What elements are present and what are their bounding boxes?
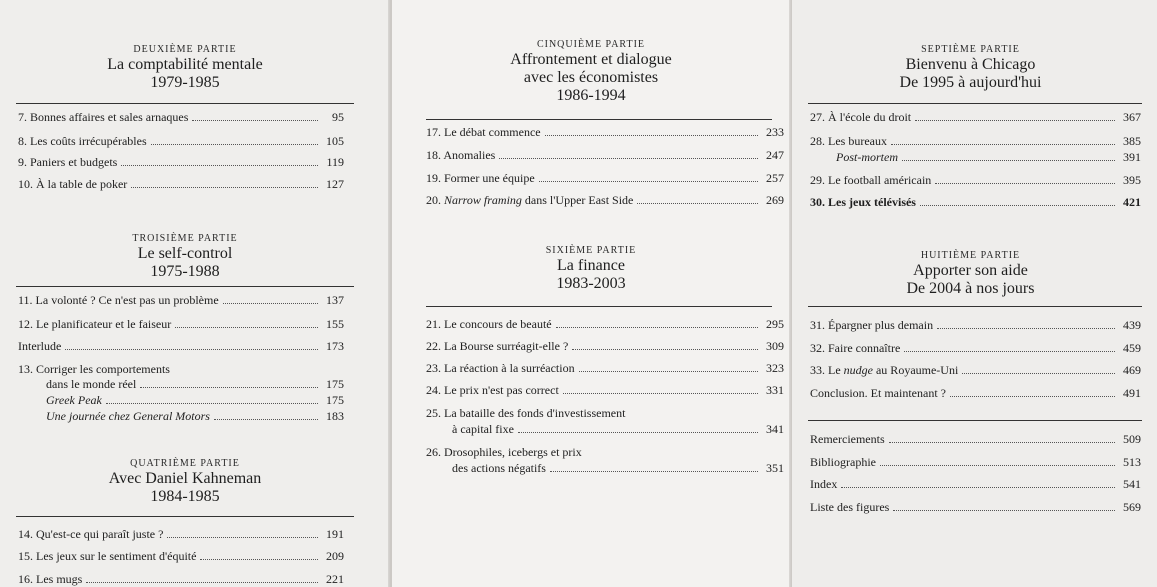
toc-page-middle — [392, 0, 790, 587]
toc-entry[interactable]: 20. Narrow framing dans l'Upper East Side 269 — [426, 193, 784, 207]
divider — [16, 286, 354, 287]
toc-entry[interactable]: 28. Les bureaux 385 — [810, 134, 1141, 148]
part-label: DEUXIÈME PARTIE — [133, 44, 237, 55]
divider — [808, 420, 1142, 421]
toc-entry[interactable]: 10. À la table de poker 127 — [18, 177, 344, 191]
part-heading-2 — [0, 43, 370, 92]
toc-entry[interactable]: Greek Peak 175 — [46, 393, 344, 407]
toc-entry[interactable]: 32. Faire connaître 459 — [810, 341, 1141, 355]
toc-entry-title[interactable]: 13. Corriger les comportements — [18, 362, 170, 376]
part-label: SEPTIÈME PARTIE — [921, 44, 1020, 55]
toc-entry[interactable]: Interlude 173 — [18, 339, 344, 353]
part-years: 1986-1994 — [556, 87, 626, 104]
part-heading-6 — [392, 244, 790, 293]
toc-page-left — [0, 0, 390, 587]
part-heading-5 — [392, 38, 790, 105]
part-title-line2: avec les économistes — [523, 69, 659, 86]
divider — [426, 306, 772, 307]
toc-entry[interactable]: 12. Le planificateur et le faiseur 155 — [18, 317, 344, 331]
toc-entry[interactable]: 27. À l'école du droit 367 — [810, 110, 1141, 124]
toc-entry[interactable]: des actions négatifs 351 — [452, 461, 784, 475]
toc-entry[interactable]: 30. Les jeux télévisés 421 — [810, 195, 1141, 209]
divider — [16, 103, 354, 104]
part-years: 1975-1988 — [150, 263, 220, 280]
toc-entry[interactable]: 18. Anomalies 247 — [426, 148, 784, 162]
toc-entry[interactable]: dans le monde réel 175 — [46, 377, 344, 391]
toc-entry[interactable]: Post-mortem 391 — [836, 150, 1141, 164]
part-label: CINQUIÈME PARTIE — [536, 39, 646, 50]
toc-entry-title[interactable]: 25. La bataille des fonds d'investissement — [426, 406, 626, 420]
part-title: La finance — [557, 257, 625, 274]
toc-entry[interactable]: 21. Le concours de beauté 295 — [426, 317, 784, 331]
toc-entry[interactable]: 24. Le prix n'est pas correct 331 — [426, 383, 784, 397]
part-label: SIXIÈME PARTIE — [545, 245, 637, 256]
toc-entry[interactable]: 22. La Bourse surréagit-elle ? 309 — [426, 339, 784, 353]
divider — [808, 103, 1142, 104]
part-heading-8 — [792, 249, 1149, 298]
toc-entry-title[interactable]: 26. Drosophiles, icebergs et prix — [426, 445, 582, 459]
toc-entry[interactable]: Une journée chez General Motors 183 — [46, 409, 344, 423]
part-years: 1984-1985 — [150, 488, 220, 505]
toc-entry[interactable]: 15. Les jeux sur le sentiment d'équité 209 — [18, 549, 344, 563]
toc-entry[interactable]: 7. Bonnes affaires et sales arnaques 95 — [18, 110, 344, 124]
part-years: De 2004 à nos jours — [906, 280, 1035, 297]
toc-entry[interactable]: 11. La volonté ? Ce n'est pas un problème 137 — [18, 293, 344, 307]
toc-page-right — [792, 0, 1157, 587]
part-title: Apporter son aide — [913, 262, 1028, 279]
part-title: La comptabilité mentale — [107, 56, 263, 73]
divider — [808, 306, 1142, 307]
part-heading-3 — [0, 232, 370, 281]
toc-entry[interactable]: Index 541 — [810, 477, 1141, 491]
part-label: TROISIÈME PARTIE — [132, 233, 238, 244]
toc-entry[interactable]: Conclusion. Et maintenant ? 491 — [810, 386, 1141, 400]
part-years: 1983-2003 — [556, 275, 626, 292]
part-title: Le self-control — [137, 245, 233, 262]
part-years: 1979-1985 — [150, 74, 220, 91]
part-label: QUATRIÈME PARTIE — [130, 458, 240, 469]
part-title: Avec Daniel Kahneman — [108, 470, 262, 487]
part-heading-4 — [0, 457, 370, 506]
toc-entry[interactable]: 19. Former une équipe 257 — [426, 171, 784, 185]
toc-entry[interactable]: 17. Le débat commence 233 — [426, 125, 784, 139]
toc-entry[interactable]: Bibliographie 513 — [810, 455, 1141, 469]
part-years: De 1995 à aujourd'hui — [899, 74, 1042, 91]
toc-entry[interactable]: 16. Les mugs 221 — [18, 572, 344, 586]
divider — [426, 119, 772, 120]
toc-entry[interactable]: 33. Le nudge au Royaume-Uni 469 — [810, 363, 1141, 377]
toc-entry[interactable]: à capital fixe 341 — [452, 422, 784, 436]
toc-entry[interactable]: Liste des figures 569 — [810, 500, 1141, 514]
toc-entry[interactable]: 8. Les coûts irrécupérables 105 — [18, 134, 344, 148]
divider — [16, 516, 354, 517]
toc-entry[interactable]: Remerciements 509 — [810, 432, 1141, 446]
part-heading-7 — [792, 43, 1149, 92]
part-label: HUITIÈME PARTIE — [920, 250, 1021, 261]
toc-entry[interactable]: 29. Le football américain 395 — [810, 173, 1141, 187]
toc-entry[interactable]: 23. La réaction à la surréaction 323 — [426, 361, 784, 375]
toc-entry[interactable]: 9. Paniers et budgets 119 — [18, 155, 344, 169]
toc-entry[interactable]: 14. Qu'est-ce qui paraît juste ? 191 — [18, 527, 344, 541]
toc-entry[interactable]: 31. Épargner plus demain 439 — [810, 318, 1141, 332]
part-title: Affrontement et dialogue — [510, 51, 672, 68]
part-title: Bienvenu à Chicago — [905, 56, 1036, 73]
